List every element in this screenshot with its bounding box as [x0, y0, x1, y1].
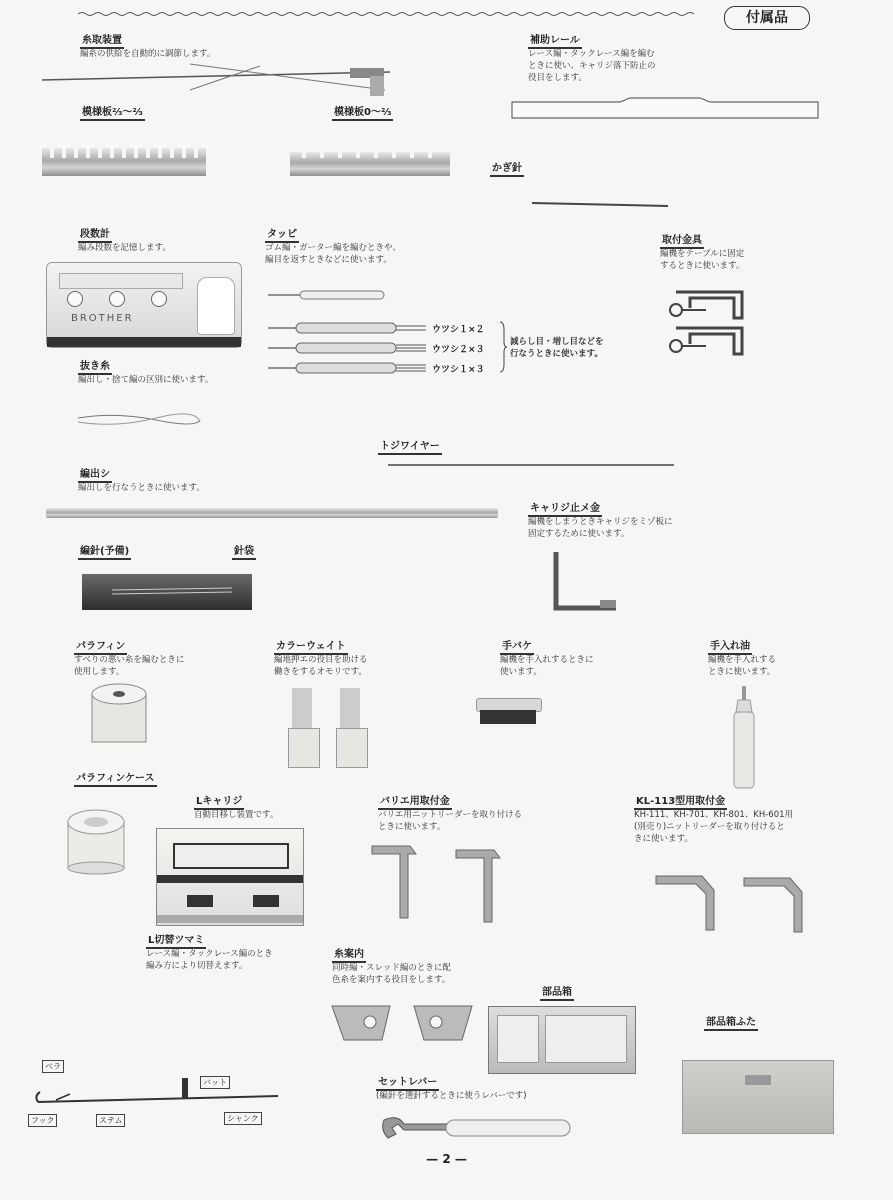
- carriage-lock-label: キャリジ止メ金: [528, 502, 602, 517]
- paraffin-label: パラフィン: [74, 640, 127, 655]
- tappi-tool: [268, 290, 398, 300]
- oil-bottle: [730, 686, 760, 790]
- parts-box-lid-label: 部品箱ふた: [704, 1016, 758, 1031]
- yarn-tension-device: [40, 60, 400, 110]
- paraffin-case-label: パラフィンケース: [74, 772, 157, 787]
- claw-weight-left-body: [288, 728, 320, 768]
- brush-label: 手バケ: [500, 640, 534, 655]
- pattern-plate-a-label: 模様板⅔〜⅔: [80, 106, 145, 121]
- cast-on-comb: [46, 508, 498, 518]
- carriage-lock-desc: 編機をしまうときキャリジをミゾ板に 固定するために使います。: [528, 517, 673, 539]
- lace-carriage-label: Lキャリジ: [194, 795, 244, 810]
- yarn-tension-desc: 編糸の供給を自動的に調節します。: [80, 49, 216, 59]
- parts-box-lid-emblem: [745, 1075, 771, 1085]
- aux-rail-desc: レース編・タックレース編を編む ときに使い、キャリジ落下防止の 役目をします。: [528, 49, 656, 83]
- paraffin-desc: すべりの悪い糸を編むときに 使用します。: [74, 655, 185, 677]
- set-lever: [378, 1110, 578, 1150]
- lace-carriage-base: [157, 915, 303, 923]
- page-number: — 2 —: [426, 1152, 467, 1166]
- lace-carriage-desc: 自動目移し装置です。: [194, 810, 279, 820]
- parts-box: [488, 1006, 636, 1074]
- transfer-tool-brace: [498, 322, 508, 372]
- table-clamp-label: 取付金具: [660, 234, 704, 249]
- cast-on-comb-desc: 編出しを行なうときに使います。: [78, 483, 205, 493]
- row-counter-base: [47, 337, 241, 347]
- lace-carriage-window: [173, 843, 289, 869]
- row-counter-button: [67, 291, 83, 307]
- needle-butt-label: バット: [200, 1076, 230, 1089]
- crochet-hook: [532, 200, 672, 210]
- ravel-cord-label: 抜き糸: [78, 360, 112, 375]
- lace-carriage: [156, 828, 304, 926]
- kl113-bracket-left: [652, 872, 728, 936]
- cast-on-comb-label: 編出シ: [78, 468, 112, 483]
- carriage-lock: [552, 552, 622, 614]
- needle-shank-label: シャンク: [224, 1112, 262, 1125]
- brush-desc: 編機を手入れするときに 使います。: [500, 655, 594, 677]
- pattern-plate-b-teeth: [290, 150, 450, 164]
- transfer-tool-desc: 減らし目・増し目などを 行なうときに使います。: [510, 337, 604, 359]
- pattern-plate-b-label: 模様板0〜⅔: [332, 106, 393, 121]
- pattern-plate-a-teeth: [42, 146, 206, 166]
- row-counter-button: [151, 291, 167, 307]
- row-counter-button: [109, 291, 125, 307]
- row-counter-label: 段数計: [78, 228, 112, 243]
- oil-label: 手入れ油: [708, 640, 752, 655]
- table-clamp-bottom: [666, 324, 746, 360]
- needle-latch-label: ベラ: [42, 1060, 64, 1073]
- l-switch-knob-label: L切替ツマミ: [146, 934, 206, 949]
- row-counter-brand: BROTHER: [71, 313, 134, 324]
- ravel-cord-desc: 編出し・捨て編の区別に使います。: [78, 375, 214, 385]
- transfer-tool-label: ウツシ１×２: [432, 325, 485, 335]
- transfer-tool-1x3: [268, 362, 428, 374]
- row-counter-desc: 編み段数を記憶します。: [78, 243, 171, 253]
- yarn-tension-label: 糸取装置: [80, 34, 124, 49]
- table-clamp-top: [666, 288, 746, 324]
- closing-wire-label: トジワイヤー: [378, 440, 442, 455]
- l-switch-knob-desc: レース編・タックレース編のとき 編み方により切替えます。: [146, 949, 273, 971]
- barie-bracket-desc: バリエ用ニットリーダーを取り付ける ときに使います。: [378, 810, 522, 832]
- needle-bag-label: 針袋: [232, 545, 256, 560]
- section-title: 付属品: [724, 6, 810, 30]
- claw-weight-left: [288, 688, 318, 778]
- needle-hook-label: フック: [28, 1114, 57, 1127]
- transfer-tool-label: ウツシ１×３: [432, 365, 485, 375]
- kl113-bracket-label: KL-113型用取付金: [634, 795, 727, 810]
- parts-box-compartment: [497, 1015, 539, 1063]
- claw-weight-left-strap: [292, 688, 312, 732]
- spare-needles-label: 編針(予備): [78, 545, 131, 560]
- claw-weight-right: [336, 688, 366, 778]
- needle-bag: [82, 574, 252, 610]
- parts-box-lid: [682, 1060, 834, 1134]
- yarn-guide-desc: 同時編・スレッド編のときに配 色糸を案内する役目をします。: [332, 963, 451, 985]
- aux-rail-label: 補助レール: [528, 34, 582, 49]
- weight-desc: 編地押エの役目を助ける 働きをするオモリです。: [274, 655, 368, 677]
- row-counter-window: [59, 273, 183, 289]
- transfer-tool-label: ウツシ２×３: [432, 345, 485, 355]
- needle-stem-label: ステム: [96, 1114, 125, 1127]
- crochet-hook-label: かぎ針: [490, 162, 524, 177]
- transfer-tool-2x3: [268, 342, 428, 354]
- parts-box-compartment: [545, 1015, 627, 1063]
- yarn-guide-left: [330, 1000, 394, 1044]
- yarn-guide-right: [412, 1000, 476, 1044]
- barie-bracket-right: [454, 846, 504, 926]
- claw-weight-right-strap: [340, 688, 360, 732]
- claw-weight-right-body: [336, 728, 368, 768]
- table-clamp-desc: 編機をテーブルに固定 するときに使います。: [660, 249, 745, 271]
- weight-label: カラーウェイト: [274, 640, 348, 655]
- lace-carriage-strip: [157, 875, 303, 883]
- tappi-label: タッピ: [265, 228, 299, 243]
- lace-carriage-cam-right: [253, 895, 279, 907]
- cleaning-brush-bristles: [480, 710, 536, 724]
- paraffin-case: [64, 806, 128, 876]
- kl113-bracket-right: [740, 874, 816, 938]
- ravel-cord: [76, 408, 206, 432]
- oil-desc: 編機を手入れする ときに使います。: [708, 655, 777, 677]
- lace-carriage-cam-left: [187, 895, 213, 907]
- tappi-desc: ゴム編・ガーター編を編むときや、 編目を返すときなどに使います。: [265, 243, 401, 265]
- set-lever-desc: (編針を選針するときに使うレバーです): [376, 1091, 527, 1101]
- parts-box-label: 部品箱: [540, 986, 574, 1001]
- row-counter-lever: [197, 277, 235, 335]
- spare-needles: [82, 574, 252, 610]
- row-counter: [46, 262, 242, 348]
- yarn-guide-label: 糸案内: [332, 948, 366, 963]
- cleaning-brush: [476, 698, 540, 726]
- paraffin-block: [90, 682, 150, 746]
- barie-bracket-label: バリエ用取付金: [378, 795, 452, 810]
- aux-rail: [510, 98, 830, 122]
- kl113-bracket-desc: KH-111、KH-701、KH-801、KH-601用 (別売り)ニットリーダーを取り付けると きに使います。: [634, 810, 794, 844]
- set-lever-label: セットレバー: [376, 1076, 439, 1091]
- transfer-tool-1x2: [268, 322, 428, 334]
- closing-wire: [388, 462, 678, 468]
- barie-bracket-left: [370, 842, 420, 922]
